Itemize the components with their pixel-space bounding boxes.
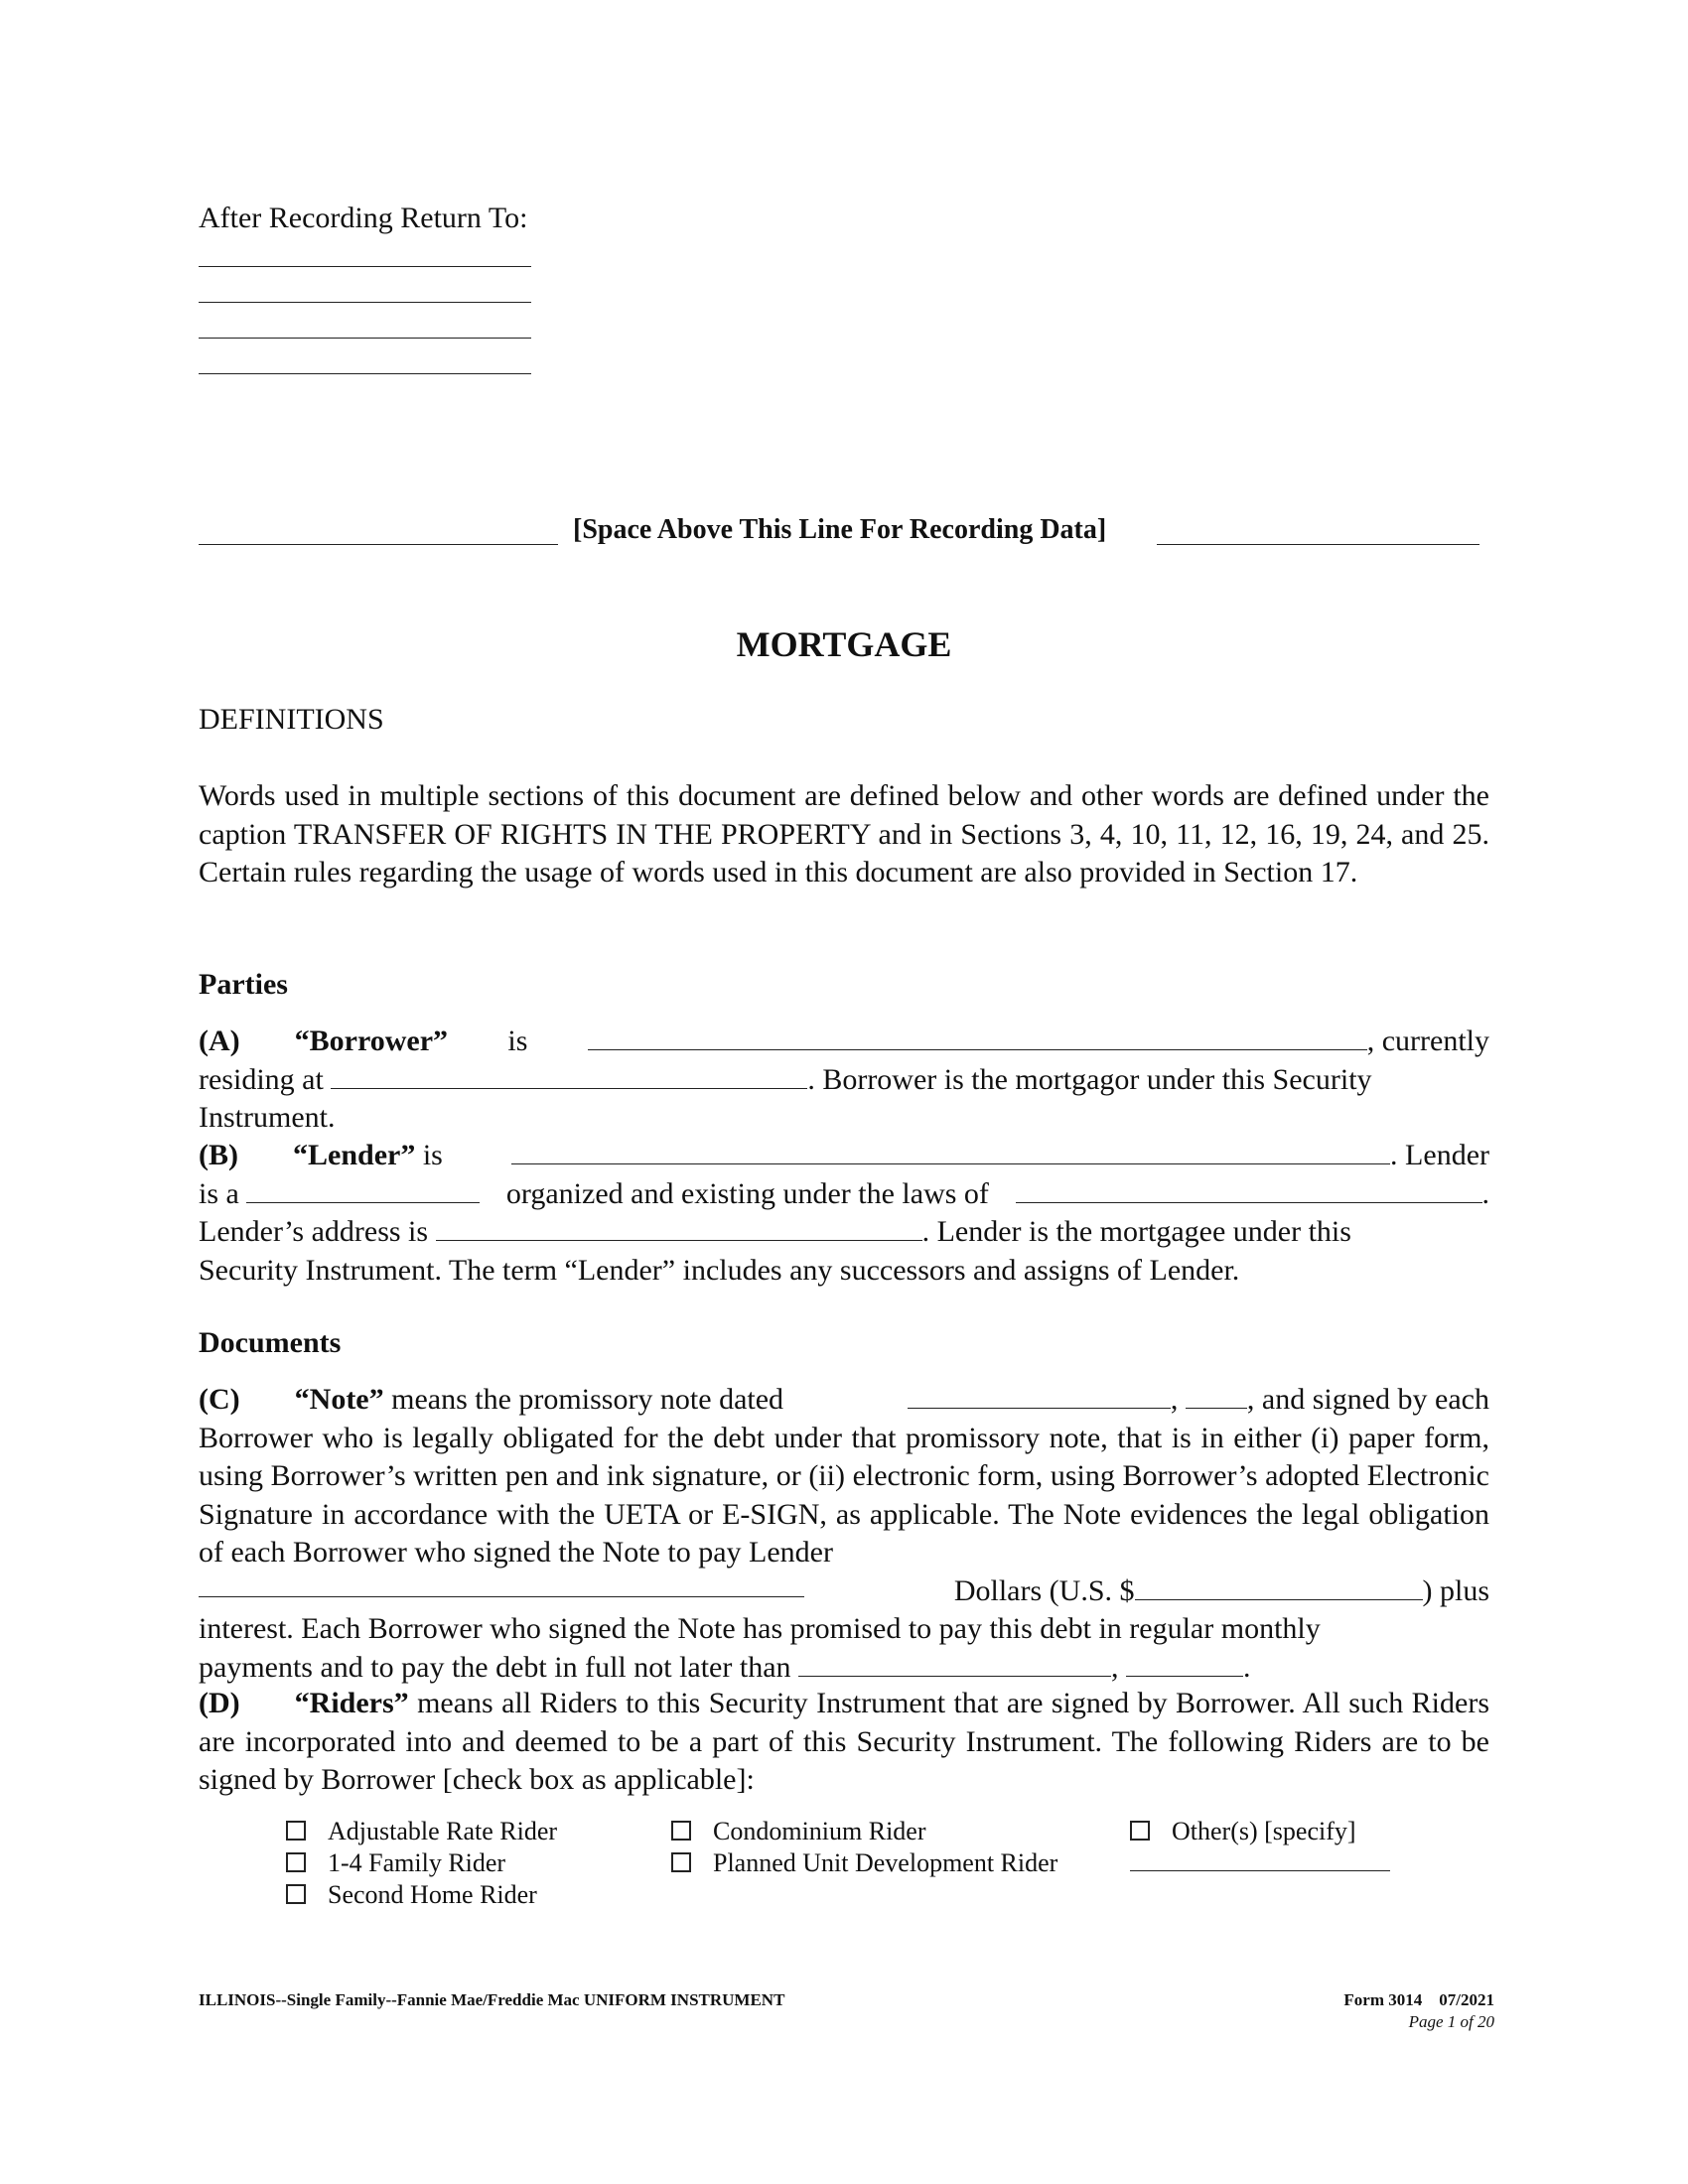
rider-label: 1-4 Family Rider [328,1848,506,1877]
rider-label: Second Home Rider [328,1880,537,1909]
lender-address-label: Lender’s address is [199,1215,429,1248]
item-label-c: (C) [199,1383,240,1416]
note-plus-text: ) plus [1422,1573,1489,1607]
return-address-line-1[interactable] [199,266,531,267]
note-amount-number-field[interactable] [1135,1575,1423,1600]
parties-heading: Parties [199,968,288,1001]
note-payments-text: payments and to pay the debt in full not later than [199,1650,791,1684]
note-term: “Note” [294,1383,384,1416]
borrower-term: “Borrower” [294,1024,449,1057]
lender-entity-type-field[interactable] [246,1178,480,1203]
riders-checklist [286,1817,1477,1916]
lender-line-1 [199,1137,1489,1175]
footer-form-info [1311,1990,1494,2032]
riders-text [199,1685,1489,1800]
note-maturity-comma: , [1111,1650,1119,1684]
rider-others[interactable] [1130,1817,1356,1846]
borrower-is: is [507,1024,528,1057]
documents-heading: Documents [199,1326,342,1359]
note-amount-words-field[interactable] [199,1572,804,1597]
lender-definition [199,1137,1489,1290]
separator-line-right [1157,544,1479,545]
note-maturity-date-field[interactable] [798,1652,1111,1677]
recording-data-label: [Space Above This Line For Recording Data] [573,514,1107,545]
lender-line-3 [199,1213,1489,1252]
rider-planned-unit-development[interactable] [671,1848,1057,1878]
note-year-field[interactable] [1186,1384,1247,1409]
note-dollars-text: Dollars (U.S. $ [953,1573,1135,1607]
footer-form-number: Form 3014 07/2021 [1343,1990,1494,2009]
borrower-address-field[interactable] [331,1064,807,1089]
recording-data-separator [199,514,1479,554]
note-signed-text: , and signed by each [1246,1383,1489,1416]
note-line-1 [199,1381,1489,1420]
item-label-a: (A) [199,1024,240,1057]
note-definition [199,1381,1489,1687]
lender-line-2 [199,1175,1489,1214]
lender-term: “Lender” [293,1139,416,1171]
note-maturity-year-field[interactable] [1126,1652,1243,1677]
rider-label: Condominium Rider [713,1817,926,1845]
item-label-b: (B) [199,1139,238,1171]
item-label-d: (D) [199,1687,240,1719]
return-address-line-4[interactable] [199,373,531,374]
riders-body-text: means all Riders to this Security Instrument that are signed by Borrower. All such Riders are incorporated into and deemed to be a part of this Security Instrument. The following Riders are to be signed by Borrower [check box as applicable]: [199,1687,1489,1796]
footer-instrument-label: ILLINOIS--Single Family--Fannie Mae/Freddie Mac UNIFORM INSTRUMENT [199,1990,785,2009]
document-title: MORTGAGE [736,624,952,664]
borrower-line-2 [199,1061,1489,1100]
checkbox-icon[interactable] [286,1821,306,1841]
rider-label: Other(s) [specify] [1172,1817,1356,1845]
checkbox-icon[interactable] [286,1852,306,1872]
note-interest-text: interest. Each Borrower who signed the Note has promised to pay this debt in regular monthly [199,1612,1321,1645]
note-date-field[interactable] [908,1384,1171,1409]
definitions-heading: DEFINITIONS [199,703,384,736]
borrower-currently: , currently [1366,1024,1489,1057]
checkbox-icon[interactable] [1130,1821,1150,1841]
lender-mortgagee-text: . Lender is the mortgagee under this [921,1215,1351,1248]
rider-label: Planned Unit Development Rider [713,1848,1058,1877]
intro-text: Words used in multiple sections of this document are defined below and other words are defined under the caption TRANSFER OF RIGHTS IN THE PROPERTY and in Sections 3, 4, 10, 11, 12, 16, 19, 24, and 25. Certain rules regarding the usage of words used in this document are also provided in Section 17. [199,779,1489,888]
lender-period: . [1481,1176,1489,1210]
rider-1-4-family[interactable] [286,1848,505,1878]
checkbox-icon[interactable] [671,1821,691,1841]
rider-label: Adjustable Rate Rider [328,1817,558,1845]
footer-page-number: Page 1 of 20 [1408,2012,1494,2031]
borrower-line-3: Instrument. [199,1101,336,1134]
lender-jurisdiction-field[interactable] [1016,1178,1482,1203]
borrower-definition [199,1023,1489,1138]
borrower-name-field[interactable] [588,1025,1367,1050]
lender-line-4: Security Instrument. The term “Lender” includes any successors and assigns of Lender. [199,1253,1240,1287]
rider-condominium[interactable] [671,1817,926,1846]
borrower-line-1 [199,1023,1489,1061]
riders-term: “Riders” [294,1687,409,1719]
lender-word: . Lender [1390,1139,1489,1171]
lender-is-a: is a [199,1176,239,1210]
return-address-line-3[interactable] [199,338,531,339]
note-maturity-period: . [1243,1650,1251,1684]
rider-other-specify-field[interactable] [1130,1870,1390,1871]
separator-line-left [199,544,558,545]
lender-organized-text: organized and existing under the laws of [505,1176,989,1210]
return-address-line-2[interactable] [199,302,531,303]
rider-adjustable-rate[interactable] [286,1817,557,1846]
lender-address-field[interactable] [436,1216,922,1241]
lender-is: is [422,1139,443,1171]
checkbox-icon[interactable] [671,1852,691,1872]
residing-at: residing at [199,1062,324,1096]
intro-paragraph [199,777,1489,892]
lender-name-field[interactable] [511,1140,1390,1164]
checkbox-icon[interactable] [286,1884,306,1904]
note-payments-line [199,1649,1489,1688]
note-means-text: means the promissory note dated [391,1383,784,1416]
note-body-text: Borrower who is legally obligated for the debt under that promissory note, that is in either (i) paper form, using Borrower’s written pen and ink signature, or (ii) electronic form, using Borrower’s adopted Electronic Signature in accordance with the UETA or E-SIGN, as applicable. The Note evidences the legal obligation of each Borrower who signed the Note to pay Lender [199,1421,1489,1569]
rider-second-home[interactable] [286,1880,537,1910]
riders-definition [199,1685,1489,1800]
return-to-label: After Recording Return To: [199,202,528,234]
borrower-mortgagor-text: . Borrower is the mortgagor under this Security [807,1062,1372,1096]
note-amount-line [199,1572,1489,1611]
note-comma: , [1170,1383,1179,1416]
